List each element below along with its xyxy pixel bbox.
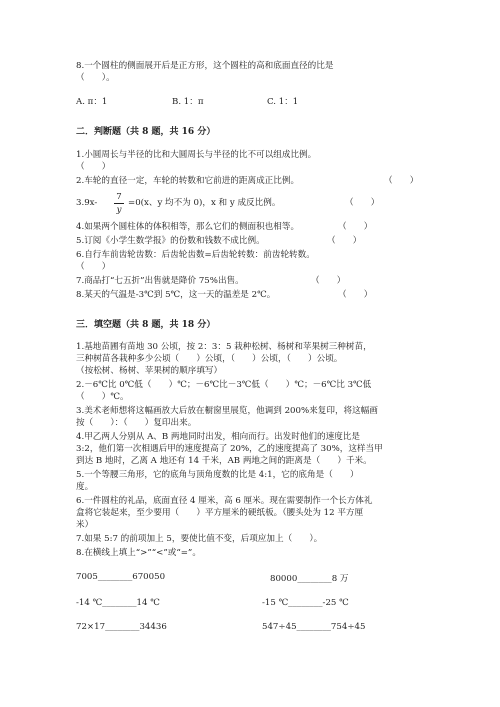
fraction-denominator: y [116, 205, 122, 215]
section-3-title: 三．填空题（共 8 题，共 18 分） [76, 320, 216, 330]
compare-item: 72×17________34436 [76, 622, 167, 632]
compare-item: 547÷45________754÷45 [262, 622, 366, 632]
fill-line: 米） [76, 520, 94, 530]
judge-item-2-blank: （ ） [384, 176, 419, 186]
judge-item-5-blank: （ ） [327, 236, 362, 246]
fill-line: 度。 [76, 482, 94, 492]
judge-item-6-blank: （ ） [76, 262, 111, 272]
option-b: B. 1：π [172, 97, 204, 107]
judge-item-6: 6.自行车前齿轮齿数：后齿轮齿数=后齿轮转数：前齿轮转数。 [76, 250, 315, 260]
judge-item-4-blank: （ ） [338, 222, 373, 232]
fill-line: 3:2，他们第一次相遇后甲的速度提高了 20%，乙的速度提高了 30%，这样当甲 [76, 444, 383, 454]
fill-line: 1.基地苗圃有苗地 30 公顷，按 2：3：5 栽种松树、杨树和苹果树三种树苗， [76, 342, 372, 352]
judge-item-7: 7.商品打“七五折”出售就是降价 75%出售。 [76, 276, 244, 286]
fill-line: 3.美术老师想将这幅画放大后放在橱窗里展览，他调到 200%来复印，将这幅画 [76, 406, 378, 416]
judge-item-3-fraction [114, 192, 124, 215]
fill-line: 5.一个等腰三角形，它的底角与顶角度数的比是 4:1，它的底角是（ ） [76, 470, 359, 480]
fill-line: 7.如果 5:7 的前项加上 5，要使比值不变，后项应加上（ ）。 [76, 534, 323, 544]
fill-line: 4.甲乙两人分别从 A、B 两地同时出发，相向而行。出发时他们的速度比是 [76, 432, 360, 442]
fill-line: 2.－6℃比 0℃低（ ）℃；－6℃比－3℃低（ ）℃；－6℃比 3℃低 [76, 380, 372, 390]
judge-item-3-blank: （ ） [345, 198, 380, 208]
judge-item-8: 8.某天的气温是-3℃到 5℃，这一天的温差是 2℃。 [76, 290, 276, 300]
fill-line: （按松树、杨树、苹果树的顺序填写） [76, 366, 223, 376]
question-8-line1: 8.一个圆柱的侧面展开后是正方形，这个圆柱的高和底面直径的比是 [76, 61, 334, 71]
judge-item-3-suffix: =0(x、y 均不为 0)，x 和 y 成反比例。 [128, 198, 281, 208]
judge-item-8-blank: （ ） [338, 290, 373, 300]
fill-line: 三种树苗各栽种多少公顷（ ）公顷，（ ）公顷，（ ）公顷。 [76, 354, 343, 364]
fill-line: 6.一件圆柱的礼品，底面直径 4 厘米，高 6 厘米。现在需要制作一个长方体礼 [76, 496, 373, 506]
fill-line: 盒将它装起来，至少要用（ ）平方厘米的硬纸板。（腰头处为 12 平方厘 [76, 508, 364, 518]
judge-item-2: 2.车轮的直径一定，车轮的转数和它前进的距离成正比例。 [76, 176, 300, 186]
option-a: A. π：1 [76, 97, 108, 107]
fraction-bar [114, 203, 124, 204]
judge-item-5: 5.订阅《小学生数学报》的份数和钱数不成比例。 [76, 236, 265, 246]
fill-line: 到达 B 地时，乙离 A 地还有 14 千米，AB 两地之间的距离是（ ）千米。 [76, 456, 372, 466]
judge-item-4: 4.如果两个圆柱体的体积相等，那么它们的侧面积也相等。 [76, 222, 300, 232]
judge-item-3-prefix: 3.9x- [76, 198, 98, 208]
fill-line: 8.在横线上填上“>”“<”或“=”。 [76, 548, 201, 558]
question-8-blank: （ ）。 [76, 73, 115, 83]
compare-item: 7005________670050 [76, 572, 166, 582]
judge-item-7-blank: （ ） [311, 276, 346, 286]
option-c: C. 1：1 [267, 97, 299, 107]
fill-line: 按（ ）：（ ）复印出来。 [76, 418, 197, 428]
judge-item-1: 1.小圆周长与半径的比和大圆周长与半径的比不可以组成比例。 [76, 150, 317, 160]
section-2-title: 二．判断题（共 8 题，共 16 分） [76, 127, 216, 137]
fill-line: （ ）℃。 [76, 392, 129, 402]
fraction-numerator: 7 [116, 192, 122, 202]
judge-item-1-blank: （ ） [76, 162, 111, 172]
compare-item: 80000________8 万 [270, 574, 349, 584]
compare-item: -14 ℃________14 ℃ [76, 598, 160, 608]
compare-item: -15 ℃________-25 ℃ [262, 598, 349, 608]
